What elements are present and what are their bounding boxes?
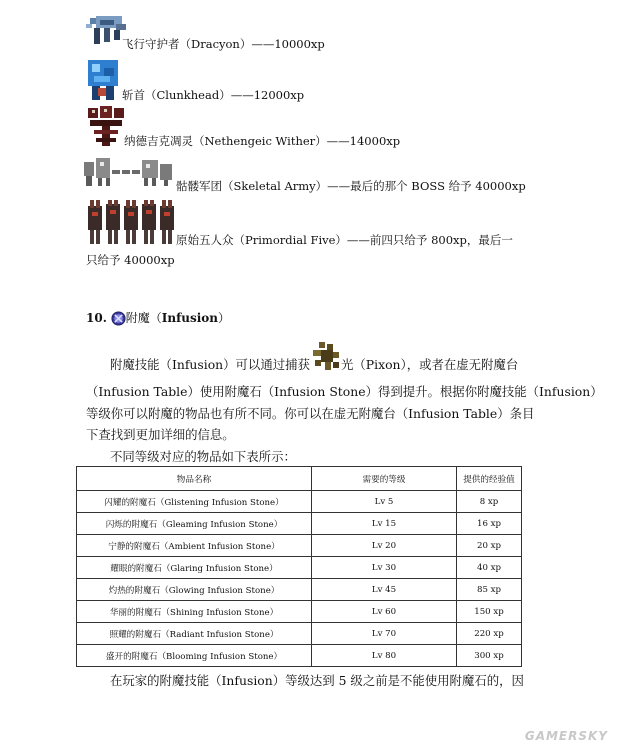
boss-line-skeletal-army: 骷髅军团（Skeletal Army）——最后的那个 BOSS 给予 40000xp xyxy=(176,179,526,193)
stone-level: Lv 70 xyxy=(312,623,457,645)
boss-line-nethengeic-wither: 纳德吉克凋灵（Nethengeic Wither）——14000xp xyxy=(124,134,401,148)
stone-level: Lv 30 xyxy=(312,557,457,579)
paragraph-1-part-b: 光（Pixon），或者在虚无附魔台 xyxy=(341,357,519,372)
table-row xyxy=(77,579,522,601)
paragraph-2: 不同等级对应的物品如下表所示： xyxy=(110,449,296,464)
stone-name: 灼热的附魔石（Glowing Infusion Stone） xyxy=(77,579,312,601)
stone-level: Lv 15 xyxy=(312,513,457,535)
paragraph-1-line-2: （Infusion Table）使用附魔石（Infusion Stone）得到提升。根据你附魔技能（Infusion） xyxy=(86,384,603,399)
boss-line-primordial-five-cont: 只给予 40000xp xyxy=(86,253,175,267)
stone-level: Lv 45 xyxy=(312,579,457,601)
header-xp-provided: 提供的经验值 xyxy=(457,467,522,491)
header-required-level: 需要的等级 xyxy=(312,467,457,491)
stone-xp: 20 xp xyxy=(457,535,522,557)
table-row xyxy=(77,513,522,535)
section-number: 10. xyxy=(86,311,107,325)
section-heading xyxy=(86,310,230,326)
stone-xp: 40 xp xyxy=(457,557,522,579)
stone-xp: 16 xp xyxy=(457,513,522,535)
stone-level: Lv 20 xyxy=(312,535,457,557)
infusion-orb-icon xyxy=(111,311,126,326)
table-row xyxy=(77,601,522,623)
stone-name: 耀眼的附魔石（Glaring Infusion Stone） xyxy=(77,557,312,579)
table-row xyxy=(77,557,522,579)
primordial-five-sprite-icon xyxy=(86,200,176,246)
stone-level: Lv 60 xyxy=(312,601,457,623)
boss-line-clunkhead: 斩首（Clunkhead）——12000xp xyxy=(122,88,305,102)
stone-name: 华丽的附魔石（Shining Infusion Stone） xyxy=(77,601,312,623)
table-row xyxy=(77,535,522,557)
boss-line-primordial-five: 原始五人众（Primordial Five）——前四只给予 800xp，最后一 xyxy=(176,233,513,247)
stone-xp: 8 xp xyxy=(457,491,522,513)
paragraph-1-part-a: 附魔技能（Infusion）可以通过捕获 xyxy=(110,357,310,372)
table-row xyxy=(77,491,522,513)
header-item-name: 物品名称 xyxy=(77,467,312,491)
paragraph-1-line-1 xyxy=(110,357,310,373)
pixon-sprite-icon xyxy=(311,342,341,372)
stone-level: Lv 5 xyxy=(312,491,457,513)
stone-xp: 220 xp xyxy=(457,623,522,645)
stone-name: 盛开的附魔石（Blooming Infusion Stone） xyxy=(77,645,312,667)
table-row xyxy=(77,645,522,667)
stone-name: 照耀的附魔石（Radiant Infusion Stone） xyxy=(77,623,312,645)
paragraph-3: 在玩家的附魔技能（Infusion）等级达到 5 级之前是不能使用附魔石的，因 xyxy=(110,673,524,688)
stone-xp: 150 xp xyxy=(457,601,522,623)
stone-name: 宁静的附魔石（Ambient Infusion Stone） xyxy=(77,535,312,557)
paragraph-1-line-3: 等级你可以附魔的物品也有所不同。你可以在虚无附魔台（Infusion Table）条目 xyxy=(86,406,535,421)
table-header-row xyxy=(77,467,522,491)
boss-line-dracyon: 飞行守护者（Dracyon）——10000xp xyxy=(122,37,325,51)
stone-name: 闪烁的附魔石（Gleaming Infusion Stone） xyxy=(77,513,312,535)
stone-level: Lv 80 xyxy=(312,645,457,667)
stone-xp: 300 xp xyxy=(457,645,522,667)
infusion-stone-table xyxy=(76,466,522,667)
watermark-logo: GAMERSKY xyxy=(524,729,608,743)
stone-xp: 85 xp xyxy=(457,579,522,601)
section-title-cn: 附魔（ xyxy=(125,311,162,325)
stone-name: 闪耀的附魔石（Glistening Infusion Stone） xyxy=(77,491,312,513)
section-title-en: Infusion xyxy=(161,311,219,325)
section-title-close: ） xyxy=(218,311,231,325)
nethengeic-wither-sprite-icon xyxy=(86,106,126,152)
paragraph-1-line-4: 下查找到更加详细的信息。 xyxy=(86,427,235,442)
table-row xyxy=(77,623,522,645)
skeletal-army-sprite-icon xyxy=(84,156,176,188)
clunkhead-sprite-icon xyxy=(86,58,122,104)
